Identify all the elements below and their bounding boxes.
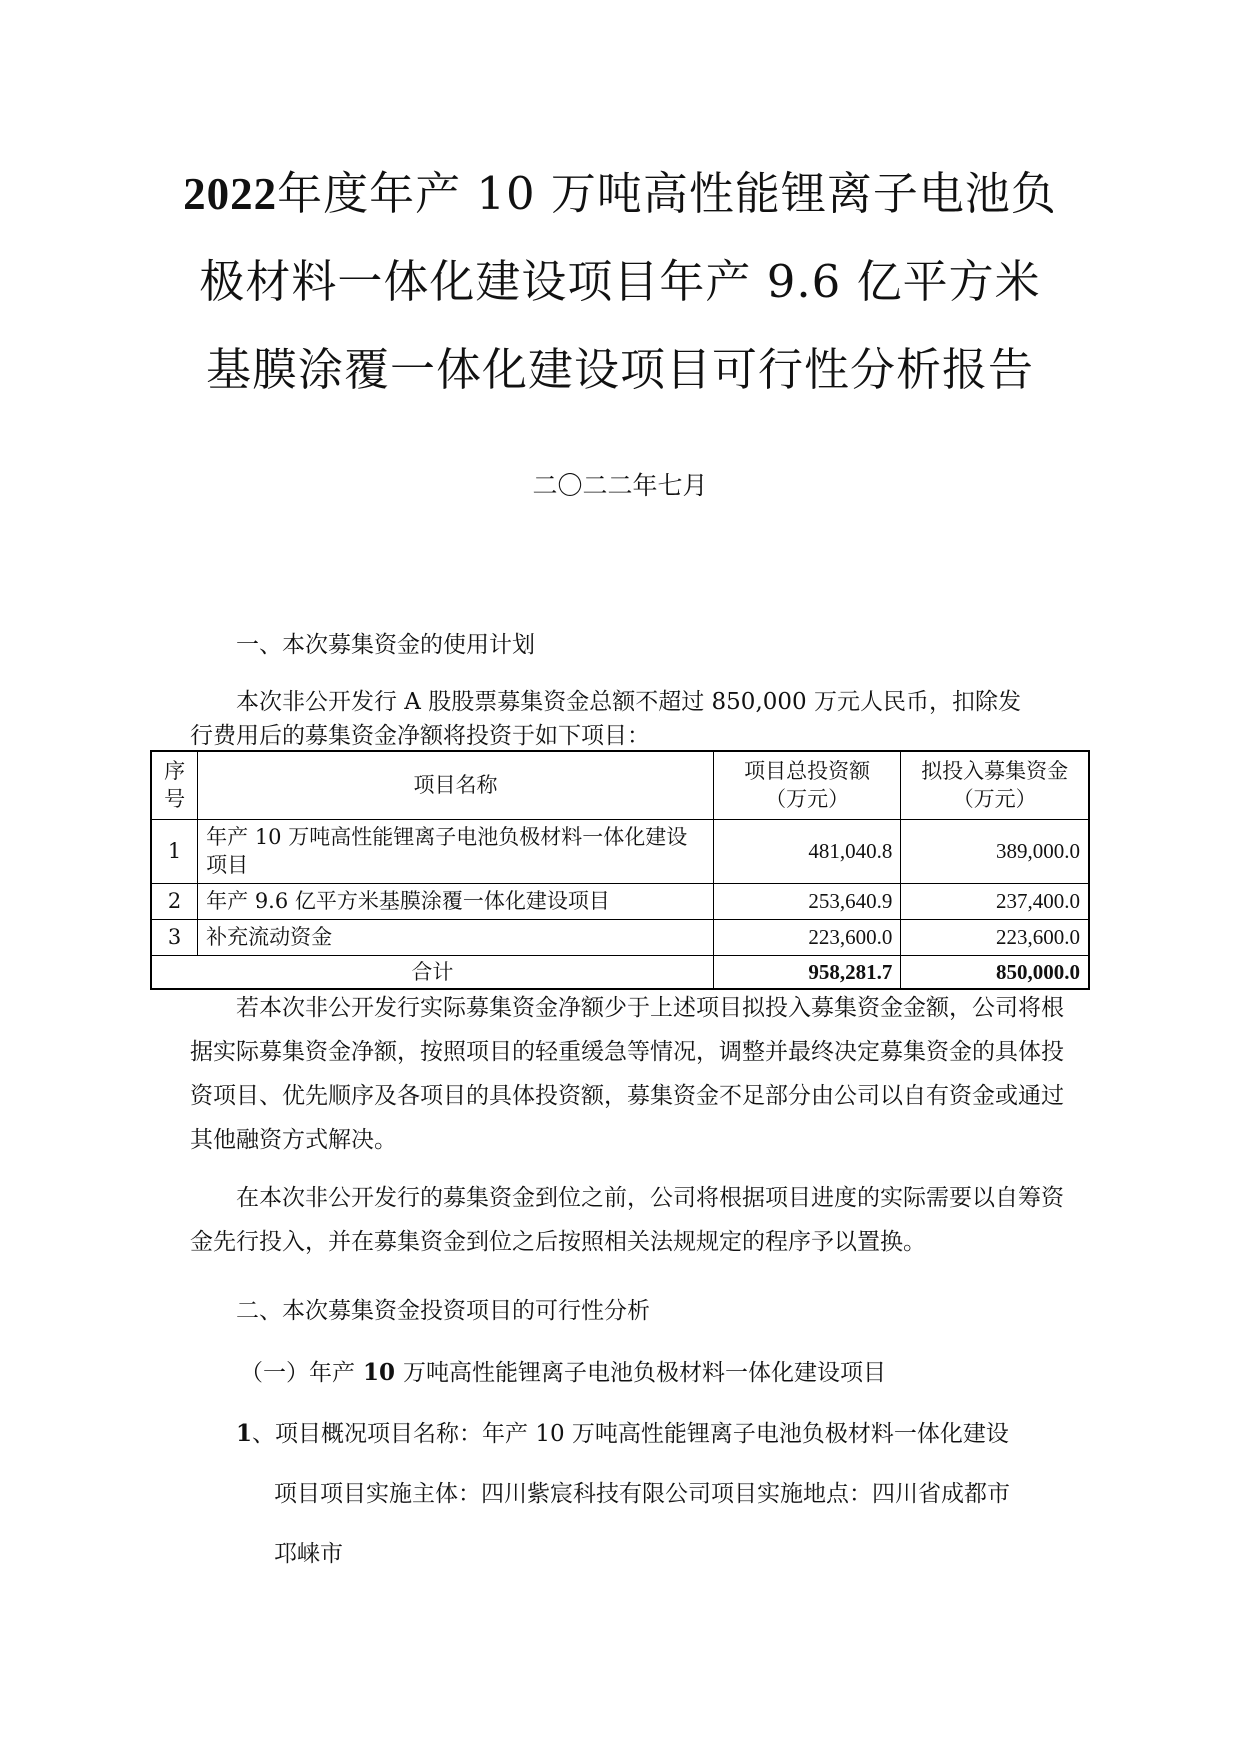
row-name: 补充流动资金 (198, 919, 714, 955)
row-total: 253,640.9 (713, 883, 901, 919)
row-raise: 237,400.0 (901, 883, 1089, 919)
item-number: 1 (236, 1420, 253, 1447)
para-after-table: 若本次非公开发行实际募集资金净额少于上述项目拟投入募集资金金额，公司将根据实际募集资金净额，按照项目的轻重缓急等情况，调整并最终决定募集资金的具体投资项目、优先顺序及各项目的具体投资额，募集资金不足部分由公司以自有资金或通过其他融资方式解决。 (190, 995, 1064, 1153)
overview-line-1 (236, 1404, 1096, 1464)
row-seq: 2 (151, 883, 198, 919)
title-line-3: 基膜涂覆一体化建设项目可行性分析报告 (205, 343, 1034, 396)
header-total (713, 751, 901, 819)
sub-rest: 万吨高性能锂离子电池负极材料一体化建设项目 (403, 1360, 887, 1386)
total-label: 合计 (151, 955, 713, 989)
total-total: 958,281.7 (713, 955, 901, 989)
row-raise: 389,000.0 (901, 819, 1089, 883)
header-raise (901, 751, 1089, 819)
report-title (150, 150, 1090, 414)
row-seq: 3 (151, 919, 198, 955)
section-2-heading: 二、本次募集资金投资项目的可行性分析 (236, 1298, 650, 1324)
header-seq: 序号 (151, 751, 198, 819)
header-raise-line1: 拟投入募集资金 (921, 759, 1069, 784)
para-prefund: 在本次非公开发行的募集资金到位之前，公司将根据项目进度的实际需要以自筹资金先行投入，并在募集资金到位之后按照相关法规规定的程序予以置换。 (190, 1185, 1064, 1255)
sub-prefix: （一）年产 (240, 1360, 355, 1386)
table-row (151, 883, 1089, 919)
row-total: 481,040.8 (713, 819, 901, 883)
table-header-row (151, 751, 1089, 819)
header-total-line1: 项目总投资额 (744, 759, 871, 784)
table-total-row (151, 955, 1089, 989)
header-name: 项目名称 (198, 751, 714, 819)
subsection-1-heading (240, 1354, 886, 1387)
header-total-line2: （万元） (765, 787, 850, 812)
row-name: 年产 10 万吨高性能锂离子电池负极材料一体化建设项目 (198, 819, 714, 883)
title-line-1 (150, 150, 1090, 238)
section-1-heading: 一、本次募集资金的使用计划 (236, 632, 535, 658)
total-raise: 850,000.0 (901, 955, 1089, 989)
project-overview (236, 1404, 1096, 1584)
sub-bold: 10 (355, 1359, 404, 1386)
overview-line-1-text: 、项目概况项目名称：年产 10 万吨高性能锂离子电池负极材料一体化建设 (252, 1421, 1009, 1447)
row-name: 年产 9.6 亿平方米基膜涂覆一体化建设项目 (198, 883, 714, 919)
title-year: 2022 (183, 169, 278, 219)
row-total: 223,600.0 (713, 919, 901, 955)
intro-line-1: 本次非公开发行 A 股股票募集资金总额不超过 850,000 万元人民币，扣除发 (236, 689, 1021, 715)
report-date: 二〇二二年七月 (532, 471, 708, 500)
header-raise-line2: （万元） (952, 787, 1037, 812)
investment-table (150, 750, 1090, 990)
row-raise: 223,600.0 (901, 919, 1089, 955)
overview-line-2: 项目项目实施主体：四川紫宸科技有限公司项目实施地点：四川省成都市 (274, 1481, 1010, 1507)
row-seq: 1 (151, 819, 198, 883)
title-line-1-text: 年度年产 10 万吨高性能锂离子电池负 (277, 167, 1057, 220)
table-row (151, 819, 1089, 883)
title-line-2: 极材料一体化建设项目年产 9.6 亿平方米 (199, 255, 1041, 308)
overview-line-3: 邛崃市 (274, 1541, 343, 1567)
intro-line-2: 行费用后的募集资金净额将投资于如下项目： (190, 723, 650, 749)
table-row (151, 919, 1089, 955)
